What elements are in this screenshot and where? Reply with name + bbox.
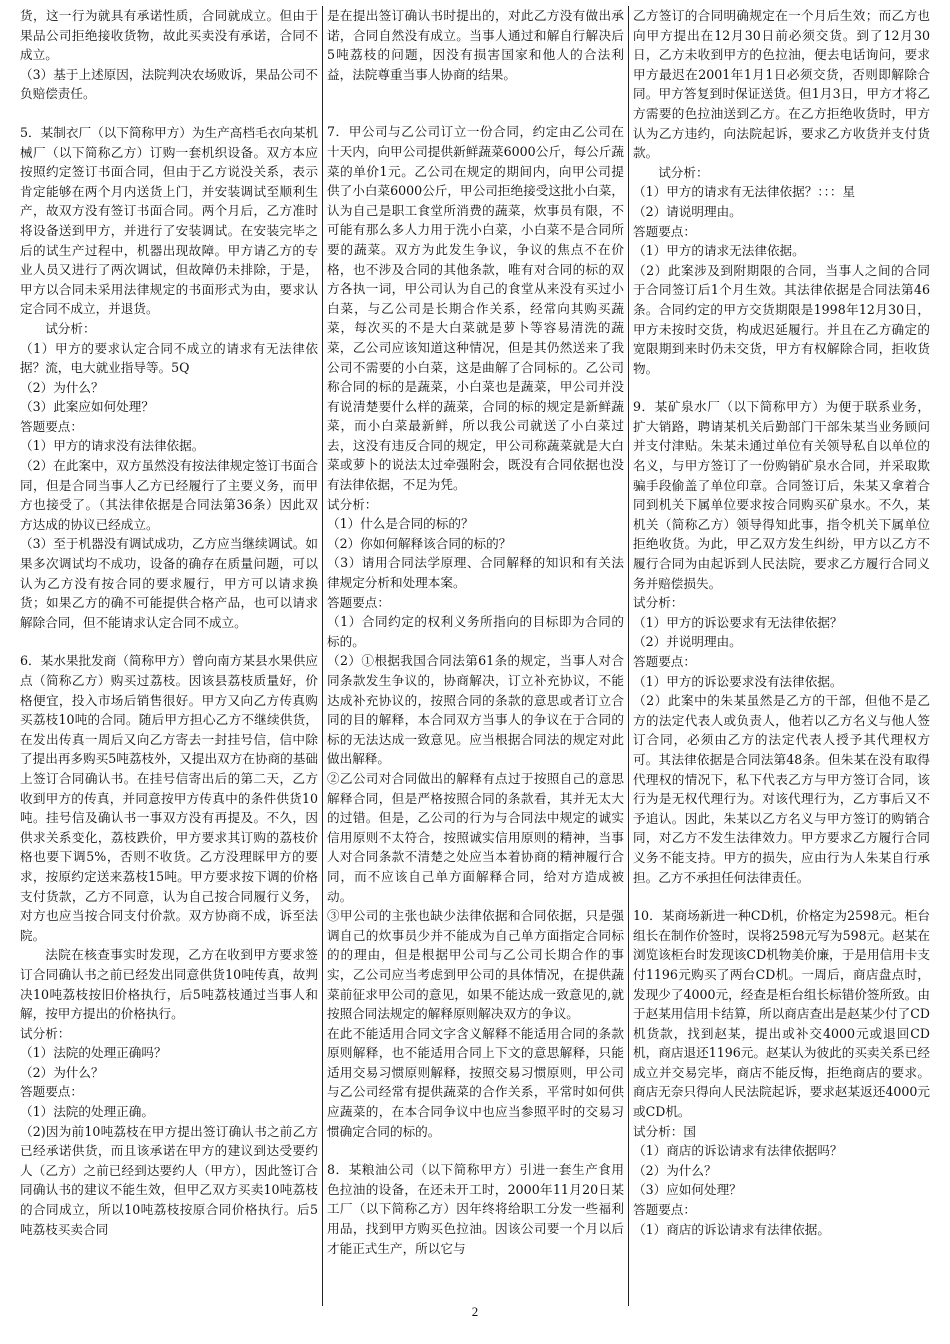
paragraph-gap [633,887,930,906]
paragraph: 试分析： [20,1025,71,1041]
paragraph: （3）应如何处理？ [633,1182,742,1198]
paragraph-gap [327,1141,624,1160]
paragraph-gap [20,632,318,651]
paragraph: 答题要点： [327,594,390,610]
text-column-right [628,6,934,1306]
paragraph: （2）并说明理由。 [633,634,742,650]
paragraph: 答题要点： [633,654,696,669]
paragraph: 试分析：国 [633,1123,696,1139]
paragraph: 在此不能适用合同文字含义解释不能适用合同的条款原则解释，也不能适用合同上下文的意思解释，只能适用交易习惯原则解释，按照交易习惯原则，甲公司与乙公司经常有提供蔬菜的合作关系，平常时如何供应蔬菜的，在本合同争议中也应当参照平时的交易习惯确定合同的标的。 [327,1025,624,1139]
paragraph: （1）法院的处理正确。 [20,1104,154,1120]
paragraph: （1）甲方的要求认定合同不成立的请求有无法律依据？流，电大就业指导等。5Q [20,340,318,376]
paragraph: （3）此案应如何处理？ [20,399,154,415]
paragraph-gap [327,103,624,122]
paragraph: （3）至于机器没有调试成功，乙方应当继续调试。如果多次调试均不成功，设备的确存在质量问题，可以认为乙方没有按合同的要求履行，甲方可以请求换货；如果乙方的确不可能提供合格产品，也可以请求解除合同，但不能请求认定合同不成立。 [20,536,318,630]
paragraph: 试分析： [45,320,96,336]
paragraph-gap [20,104,318,123]
paragraph: （2)因为前10吨荔枝在甲方提出签订确认书之前乙方已经承诺供货，而且该承诺在甲方的建议到达受要约人（乙方）之前已经到达要约人（甲方），因此签订合同确认书的建议不能生效，但甲乙双方买卖10吨荔枝的合同成立，所以10吨荔枝按原合同价格执行。后5吨荔枝买卖合同 [20,1123,318,1237]
paragraph: 答题要点： [633,223,696,239]
paragraph: 试分析： [658,164,709,180]
paragraph: 6．某水果批发商（简称甲方）曾向南方某县水果供应点（简称乙方）购买过荔枝。因该县荔枝质量好，价格便宜，投入市场后销售很好。甲方又向乙方传真购买荔枝10吨的合同。随后甲方担心乙方不继续供货，在发出传真一周后又向乙方寄去一封挂号信，信中除了提出再多购买5吨荔枝外，又提出双方在协商的基础上签订合同确认书。在挂号信寄出后的第二天，乙方收到甲方的传真，并同意按甲方传真中的条件供货10吨。挂号信及确认书一事双方没有再提及。不久，因供求关系变化，荔枝跌价，甲方要求其订购的荔枝价格也要下调5%，否则不收货。乙方没理睬甲方的要求，按原约定送来荔枝15吨。甲方要求按下调的价格支付货款，乙方不同意，认为自己按合同履行义务，对方也应当按合同支付价款。双方协商不成，诉至法院。 [20,653,318,943]
paragraph: （1）法院的处理正确吗？ [20,1045,167,1061]
paragraph: 10．某商场新进一种CD机，价格定为2598元。柜台组长在制作价签时，误将2598元写为598元。赵某在浏览该柜台时发现该CD机物美价廉，于是用信用卡支付1196元购买了两台CD机。一周后，商店盘点时，发现少了4000元，经查是柜台组长标错价签所致。由于赵某用信用卡结算，所以商店查出是赵某少付了CD机货款，找到赵某，提出或补交4000元或退回CD机，商店退还1196元。赵某认为彼此的买卖关系已经成立并交易完毕，商店不能反悔，拒绝商店的要求。商店无奈只得向人民法院起诉，要求赵某返还4000元或CD机。 [633,908,930,1120]
paragraph: （1）甲方的请求无法律依据。 [633,243,805,259]
paragraph: 试分析： [327,496,378,512]
paragraph: （2）为什么？ [633,1162,717,1178]
paragraph: （3）请用合同法学原理、合同解释的知识和有关法律规定分析和处理本案。 [327,555,624,591]
paragraph: 答题要点： [633,1202,696,1218]
paragraph: （1）商店的诉讼请求有法律依据吗？ [633,1143,843,1159]
paragraph: 试分析： [633,595,684,611]
paragraph: 7．甲公司与乙公司订立一份合同，约定由乙公司在十天内，向甲公司提供新鲜蔬菜6000公斤，每公斤蔬菜的单价1元。乙公司在规定的期间内，向甲公司提供了小白菜6000公斤，甲公司拒绝接受这批小白菜，认为自己是职工食堂所消费的蔬菜，炊事员有限，不可能有那么多人力用于洗小白菜，小白菜不是合同所要的蔬菜。双方为此发生争议，争议的焦点不在价格，也不涉及合同的其他条款，唯有对合同的标的双方各执一词，甲公司认为自己的食堂从来没有买过小白菜，与乙公司是长期合作关系，经常向其购买蔬菜，每次买的不是大白菜就是萝卜等容易清洗的蔬菜，乙公司应该知道这种情况，但是其仍然送来了我公司不需要的小白菜，这是曲解了合同标的。乙公司称合同的标的是蔬菜，小白菜也是蔬菜，甲公司并没有说清楚要什么样的蔬菜，合同的标的规定是新鲜蔬菜，而小白菜最新鲜，所以我公司就送了小白菜过去，这没有违反合同的规定，甲公司称蔬菜就是大白菜或萝卜的说法太过牵强附会，既没有合同依据也没有法律依据，不足为凭。 [327,124,624,493]
paragraph: 8．某粮油公司（以下简称甲方）引进一套生产食用色拉油的设备，在还未开工时，2000年11月20日某工厂（以下简称乙方）因年终将给职工分发一些福利用品，找到甲方购买色拉油。因该公司要一个月以后才能正式生产，所以它与 [327,1162,624,1256]
text-column-middle [322,6,628,1306]
paragraph: ②乙公司对合同做出的解释有点过于按照自己的意思解释合同，但是严格按照合同的条款看，其并无太大的过错。但是，乙公司的行为与合同法中规定的诚实信用原则不太符合，按照诚实信用原则的精神，当事人对合同条款不清楚之处应当本着协商的精神履行合同，而不应该自己单方面解释合同，给对方造成被动。 [327,770,624,904]
paragraph-gap [633,378,930,397]
paragraph: （3）基于上述原因，法院判决农场败诉，果品公司不负赔偿责任。 [20,66,318,102]
page-number: 2 [471,1304,479,1319]
paragraph: （2）①根据我国合同法第61条的规定，当事人对合同条款发生争议的，协商解决，订立补充协议，不能达成补充协议的，按照合同的条款的意思或者订立合同的目的解释，本合同双方当事人的争议在于合同的标的无法达成一致意见。应当根据合同法的规定对此做出解释。 [327,653,624,767]
paragraph: 答题要点： [20,1084,83,1100]
paragraph: （1）合同约定的权利义务所指向的目标即为合同的标的。 [327,614,624,649]
paragraph: （1）甲方的请求有无法律依据？：：：星 [633,184,856,200]
paragraph: （1）商店的诉讼请求有法律依据。 [633,1221,830,1237]
paragraph: 法院在核查事实时发现，乙方在收到甲方要求签订合同确认书之前已经发出同意供货10吨传真，故判决10吨荔枝按旧价格执行，后5吨荔枝通过当事人和解，按甲方提出的价格执行。 [20,947,318,1022]
paragraph: 9．某矿泉水厂（以下简称甲方）为便于联系业务，扩大销路，聘请某机关后勤部门干部朱某当业务顾问并支付津贴。朱某未通过单位有关领导私自以单位的名义，与甲方签订了一份购销矿泉水合同，并采取欺骗手段偷盖了单位印章。合同签订后，朱某又拿着合同到机关下属单位要求按合同购买矿泉水。不久，某机关（简称乙方）领导得知此事，指令机关下属单位拒绝收货。为此，甲乙双方发生纠纷，甲方以乙方不履行合同为由起诉到人民法院，要求乙方履行合同义务并赔偿损失。 [633,399,930,591]
paragraph: （2）此案中的朱某虽然是乙方的干部，但他不是乙方的法定代表人或负责人，他若以乙方名义与他人签订合同，必须由乙方的法定代表人授予其代理权方可。其法律依据是合同法第48条。但朱某在没有取得代理权的情况下，私下代表乙方与甲方签订合同，该行为是无权代理行为。对该代理行为，乙方事后又不予追认。因此，朱某以乙方名义与甲方签订的购销合同，对乙方不发生法律效力。甲方要求乙方履行合同义务不能支持。甲方的损失，应由行为人朱某自行承担。乙方不承担任何法律责任。 [633,693,930,885]
paragraph-gap [327,84,624,103]
paragraph: 5．某制衣厂（以下简称甲方）为生产高档毛衣向某机械厂（以下简称乙方）订购一套机织设备。双方本应按照约定签订书面合同，但由于乙方说没关系，表示肯定能够在两个月内送货上门，并安装调试至顺利生产，故双方没有签订书面合同。两个月后，乙方准时将设备送到甲方，并进行了安装调试。在安装完毕之后的试生产过程中，机器出现故障。甲方请乙方的专业人员又进行了两次调试，但故障仍未排除，于是，甲方以合同未采用法律规定的书面形式为由，要求认定合同不成立，并退货。 [20,124,318,317]
document-page [16,6,934,1306]
paragraph: （2）请说明理由。 [633,203,742,219]
paragraph: 答题要点： [20,418,83,434]
paragraph: （2）为什么？ [20,379,104,395]
paragraph: ③甲公司的主张也缺少法律依据和合同依据，只是强调自己的炊事员少并不能成为自己单方面指定合同标的的理由，但是根据甲公司与乙公司长期合作的事实，乙公司应当考虑到甲公司的具体情况，在提供蔬菜前征求甲公司的意见，如果不能达成一致意见的,就按照合同法规定的解释原则解决双方的争议。 [327,908,624,1022]
paragraph: （2）在此案中，双方虽然没有按法律规定签订书面合同，但是合同当事人乙方已经履行了主要义务，而甲方也接受了。（其法律依据是合同法第36条）因此双方达成的协议已经成立。 [20,458,318,532]
paragraph: 货，这一行为就具有承诺性质，合同就成立。但由于果品公司拒绝接收货物，故此买卖没有承诺，合同不成立。 [20,8,318,63]
paragraph: （1）甲方的诉讼要求没有法律依据。 [633,673,843,689]
paragraph: （2）此案涉及到附期限的合同，当事人之间的合同于合同签订后1个月生效。其法律依据是合同法第46条。合同约定的甲方交货期限是1998年12月30日，甲方未按时交货，构成迟延履行。并且在乙方确定的宽限期到来时仍未交货，甲方有权解除合同，拒收货物。 [633,262,930,376]
paragraph: （2）为什么？ [20,1064,104,1080]
paragraph: （1）什么是合同的标的？ [327,516,474,532]
paragraph: 乙方签订的合同明确规定在一个月后生效；而乙方也向甲方提出在12月30日前必须交货。到了12月30日，乙方未收到甲方的色拉油，便去电话询问，要求甲方最迟在2001年1月1日必须交货，否则即解除合同。甲方答复到时保证送货。但1月3日，甲方才将乙方需要的色拉油送到乙方。在乙方拒绝收货时，甲方认为乙方违约，向法院起诉，要求乙方收货并支付货款。 [633,8,930,161]
paragraph: 是在提出签订确认书时提出的，对此乙方没有做出承诺，合同自然没有成立。当事人通过和解自行解决后5吨荔枝的问题，因没有损害国家和他人的合法利益，法院尊重当事人协商的结果。 [327,8,624,82]
text-column-left [16,6,322,1306]
paragraph: （1）甲方的请求没有法律依据。 [20,438,205,454]
paragraph: （1）甲方的诉讼要求有无法律依据？ [633,614,843,630]
paragraph: （2）你如何解释该合同的标的？ [327,535,512,551]
